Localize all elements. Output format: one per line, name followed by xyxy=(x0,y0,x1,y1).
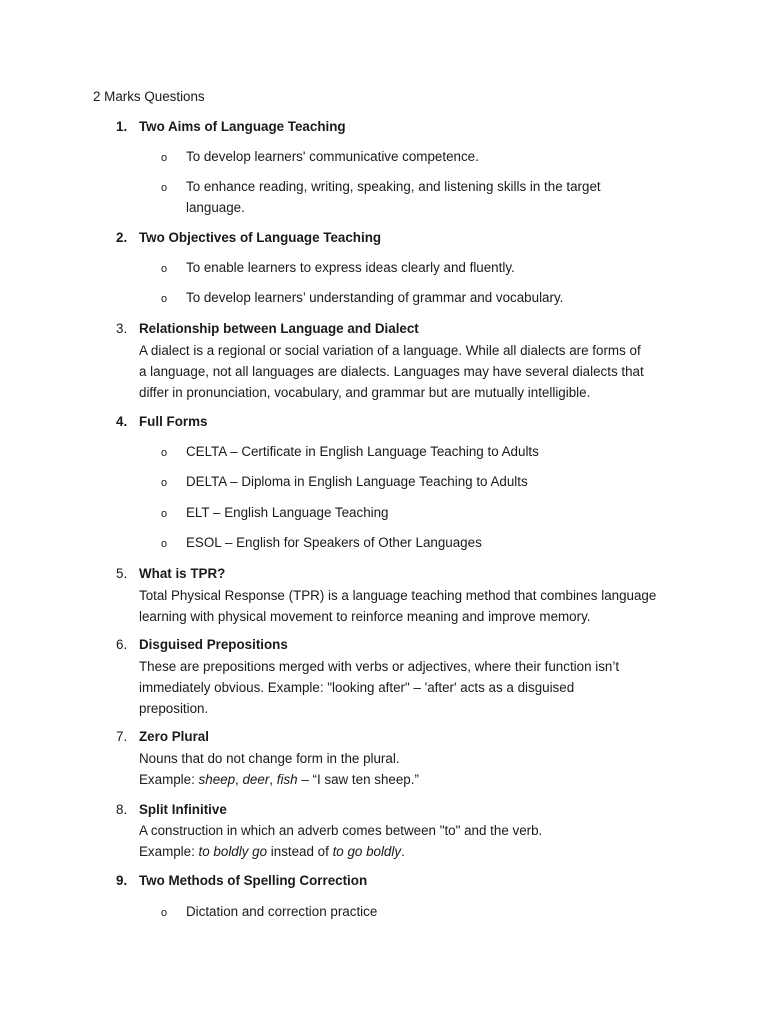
example-label: Example: xyxy=(139,844,199,859)
list-item: DELTA – Diploma in English Language Teaching to Adults xyxy=(186,474,528,489)
bullet-circle-icon: o xyxy=(161,538,168,550)
question-title: Split Infinitive xyxy=(139,802,227,817)
question-title: Two Methods of Spelling Correction xyxy=(139,873,368,888)
example-word: sheep xyxy=(198,772,236,787)
bullet-circle-icon: o xyxy=(161,152,168,164)
question-number: 4. xyxy=(116,414,128,429)
question-number: 9. xyxy=(116,873,128,888)
punctuation: . xyxy=(401,844,405,859)
example-line xyxy=(139,769,679,790)
paragraph-line: Total Physical Response (TPR) is a language teaching method that combines language xyxy=(139,588,657,603)
example-word: deer xyxy=(242,772,270,787)
example-line xyxy=(139,841,679,862)
paragraph-line: Nouns that do not change form in the plural. xyxy=(139,751,400,766)
example-correct-form: to go boldly xyxy=(332,844,402,859)
question-title: What is TPR? xyxy=(139,566,226,581)
question-number: 8. xyxy=(116,802,128,817)
answer-paragraph xyxy=(139,585,679,627)
question-title: Disguised Prepositions xyxy=(139,637,288,652)
example-word: fish xyxy=(276,772,298,787)
list-item: CELTA – Certificate in English Language Teaching to Adults xyxy=(186,444,539,459)
paragraph-line: immediately obvious. Example: "looking after" – 'after' acts as a disguised xyxy=(139,680,575,695)
question-number: 6. xyxy=(116,637,128,652)
bullet-circle-icon: o xyxy=(161,293,168,305)
paragraph-line: These are prepositions merged with verbs or adjectives, where their function isn’t xyxy=(139,659,620,674)
bullet-circle-icon: o xyxy=(161,263,168,275)
question-title: Relationship between Language and Dialect xyxy=(139,321,419,336)
answer-paragraph xyxy=(139,820,679,862)
paragraph-line: learning with physical movement to reinforce meaning and improve memory. xyxy=(139,609,591,624)
example-sentence: – “I saw ten sheep.” xyxy=(297,772,419,787)
paragraph-line: preposition. xyxy=(139,701,209,716)
question-title: Two Aims of Language Teaching xyxy=(139,119,346,134)
paragraph-line: differ in pronunciation, vocabulary, and grammar but are mutually intelligible. xyxy=(139,385,591,400)
list-item: ESOL – English for Speakers of Other Languages xyxy=(186,535,482,550)
paragraph-line: A dialect is a regional or social variation of a language. While all dialects are forms of xyxy=(139,343,641,358)
question-number: 3. xyxy=(116,321,128,336)
list-item: ELT – English Language Teaching xyxy=(186,505,389,520)
paragraph-line: a language, not all languages are dialects. Languages may have several dialects that xyxy=(139,364,644,379)
separator: , xyxy=(235,772,243,787)
bullet-circle-icon: o xyxy=(161,182,168,194)
question-title: Zero Plural xyxy=(139,729,209,744)
example-label: Example: xyxy=(139,772,199,787)
question-number: 1. xyxy=(116,119,128,134)
separator: , xyxy=(269,772,277,787)
page-heading: 2 Marks Questions xyxy=(93,89,205,104)
question-title: Two Objectives of Language Teaching xyxy=(139,230,382,245)
question-number: 7. xyxy=(116,729,128,744)
connector-text: instead of xyxy=(267,844,333,859)
list-item: To enhance reading, writing, speaking, and listening skills in the target language. xyxy=(186,179,601,215)
answer-paragraph xyxy=(139,748,679,790)
bullet-circle-icon: o xyxy=(161,447,168,459)
answer-paragraph xyxy=(139,656,679,719)
question-number: 5. xyxy=(116,566,128,581)
list-item: To develop learners’ understanding of grammar and vocabulary. xyxy=(186,290,564,305)
question-title: Full Forms xyxy=(139,414,208,429)
bullet-circle-icon: o xyxy=(161,907,168,919)
bullet-circle-icon: o xyxy=(161,477,168,489)
list-item: To enable learners to express ideas clearly and fluently. xyxy=(186,260,515,275)
paragraph-line: A construction in which an adverb comes between "to" and the verb. xyxy=(139,823,543,838)
answer-paragraph xyxy=(139,340,679,403)
list-item: Dictation and correction practice xyxy=(186,904,378,919)
example-split-infinitive: to boldly go xyxy=(198,844,268,859)
bullet-circle-icon: o xyxy=(161,508,168,520)
question-number: 2. xyxy=(116,230,128,245)
list-item: To develop learners' communicative competence. xyxy=(186,149,479,164)
